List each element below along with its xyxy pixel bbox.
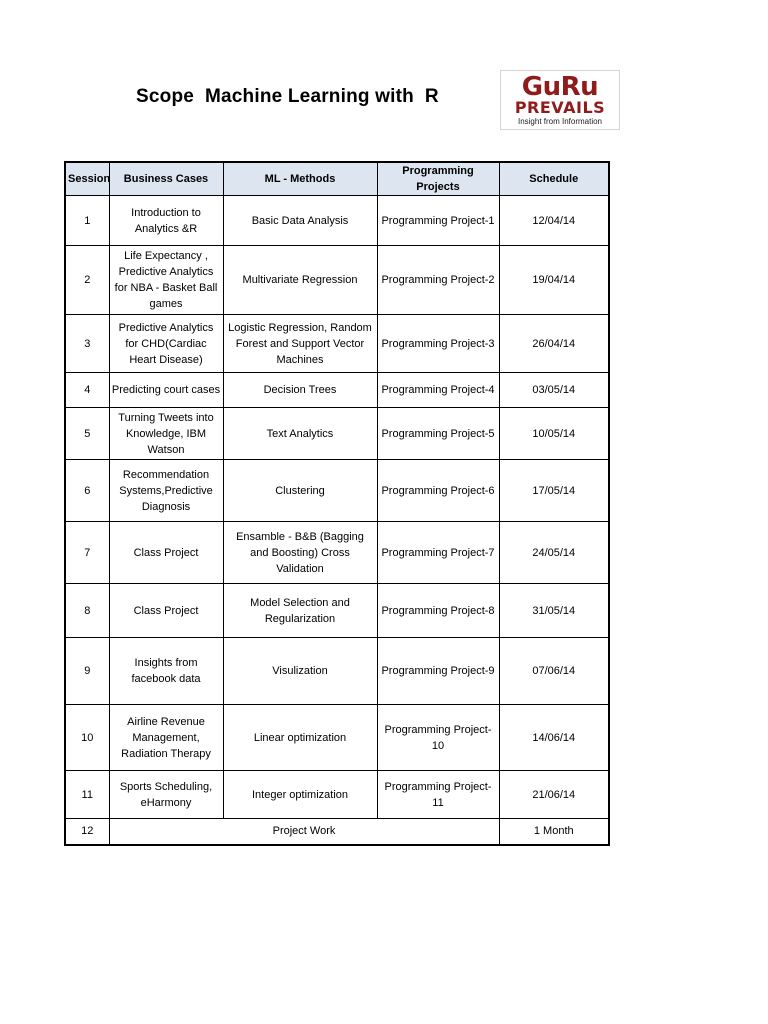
table-row <box>65 638 609 705</box>
logo-line-1: GuRu <box>521 72 599 102</box>
header-business-cases: Business Cases <box>109 162 223 196</box>
ml-method-cell: Basic Data Analysis <box>223 196 377 246</box>
course-schedule-table <box>64 161 610 846</box>
programming-project-cell: Programming Project-10 <box>377 705 499 771</box>
programming-project-cell: Programming Project-3 <box>377 315 499 373</box>
business-case-cell: Class Project <box>109 522 223 584</box>
session-cell: 6 <box>65 460 109 522</box>
header-schedule: Schedule <box>499 162 609 196</box>
programming-project-cell: Programming Project-9 <box>377 638 499 705</box>
business-case-cell: Turning Tweets into Knowledge, IBM Watson <box>109 408 223 460</box>
programming-project-cell: Programming Project-6 <box>377 460 499 522</box>
table-row <box>65 584 609 638</box>
table-row <box>65 771 609 819</box>
header-session: Session <box>65 162 109 196</box>
ml-method-cell: Decision Trees <box>223 373 377 408</box>
schedule-cell: 14/06/14 <box>499 705 609 771</box>
table-row <box>65 315 609 373</box>
header-ml-methods: ML - Methods <box>223 162 377 196</box>
programming-project-cell: Programming Project-11 <box>377 771 499 819</box>
schedule-cell: 26/04/14 <box>499 315 609 373</box>
table-row <box>65 373 609 408</box>
programming-project-cell: Programming Project-7 <box>377 522 499 584</box>
schedule-cell: 07/06/14 <box>499 638 609 705</box>
session-cell: 1 <box>65 196 109 246</box>
programming-project-cell: Programming Project-1 <box>377 196 499 246</box>
ml-method-cell: Multivariate Regression <box>223 246 377 315</box>
guru-prevails-logo <box>500 70 620 130</box>
ml-method-cell: Integer optimization <box>223 771 377 819</box>
schedule-cell: 31/05/14 <box>499 584 609 638</box>
logo-line-2: PREVAILS <box>514 98 606 117</box>
schedule-cell: 17/05/14 <box>499 460 609 522</box>
ml-method-cell: Linear optimization <box>223 705 377 771</box>
table-row <box>65 408 609 460</box>
business-case-cell: Airline Revenue Management, Radiation Therapy <box>109 705 223 771</box>
programming-project-cell: Programming Project-2 <box>377 246 499 315</box>
programming-project-cell: Programming Project-8 <box>377 584 499 638</box>
table-row <box>65 460 609 522</box>
programming-project-cell: Programming Project-5 <box>377 408 499 460</box>
session-cell: 10 <box>65 705 109 771</box>
table-row <box>65 196 609 246</box>
business-case-cell: Insights from facebook data <box>109 638 223 705</box>
business-case-cell: Introduction to Analytics &R <box>109 196 223 246</box>
ml-method-cell: Ensamble - B&B (Bagging and Boosting) Cross Validation <box>223 522 377 584</box>
schedule-cell: 19/04/14 <box>499 246 609 315</box>
session-cell: 12 <box>65 819 109 845</box>
schedule-cell: 03/05/14 <box>499 373 609 408</box>
session-cell: 4 <box>65 373 109 408</box>
session-cell: 8 <box>65 584 109 638</box>
session-cell: 11 <box>65 771 109 819</box>
table-row <box>65 522 609 584</box>
session-cell: 2 <box>65 246 109 315</box>
session-cell: 3 <box>65 315 109 373</box>
header-programming-projects: Programming Projects <box>377 162 499 196</box>
programming-project-cell: Programming Project-4 <box>377 373 499 408</box>
business-case-cell: Predictive Analytics for CHD(Cardiac Heart Disease) <box>109 315 223 373</box>
logo-tagline: Insight from Information <box>517 117 603 126</box>
session-cell: 9 <box>65 638 109 705</box>
business-case-cell: Life Expectancy , Predictive Analytics for NBA - Basket Ball games <box>109 246 223 315</box>
session-cell: 5 <box>65 408 109 460</box>
ml-method-cell: Visulization <box>223 638 377 705</box>
table-row <box>65 246 609 315</box>
schedule-cell: 1 Month <box>499 819 609 845</box>
ml-method-cell: Clustering <box>223 460 377 522</box>
table-header-row <box>65 162 609 196</box>
table-row <box>65 705 609 771</box>
ml-method-cell: Model Selection and Regularization <box>223 584 377 638</box>
business-case-cell: Class Project <box>109 584 223 638</box>
schedule-cell: 21/06/14 <box>499 771 609 819</box>
business-case-cell: Recommendation Systems,Predictive Diagnosis <box>109 460 223 522</box>
business-case-cell: Sports Scheduling, eHarmony <box>109 771 223 819</box>
business-case-cell: Predicting court cases <box>109 373 223 408</box>
schedule-cell: 12/04/14 <box>499 196 609 246</box>
session-cell: 7 <box>65 522 109 584</box>
ml-method-cell: Logistic Regression, Random Forest and Support Vector Machines <box>223 315 377 373</box>
schedule-cell: 10/05/14 <box>499 408 609 460</box>
page-title: Scope Machine Learning with R <box>136 86 439 107</box>
project-work-cell: Project Work <box>109 819 499 845</box>
schedule-cell: 24/05/14 <box>499 522 609 584</box>
ml-method-cell: Text Analytics <box>223 408 377 460</box>
table-row-final <box>65 819 609 845</box>
